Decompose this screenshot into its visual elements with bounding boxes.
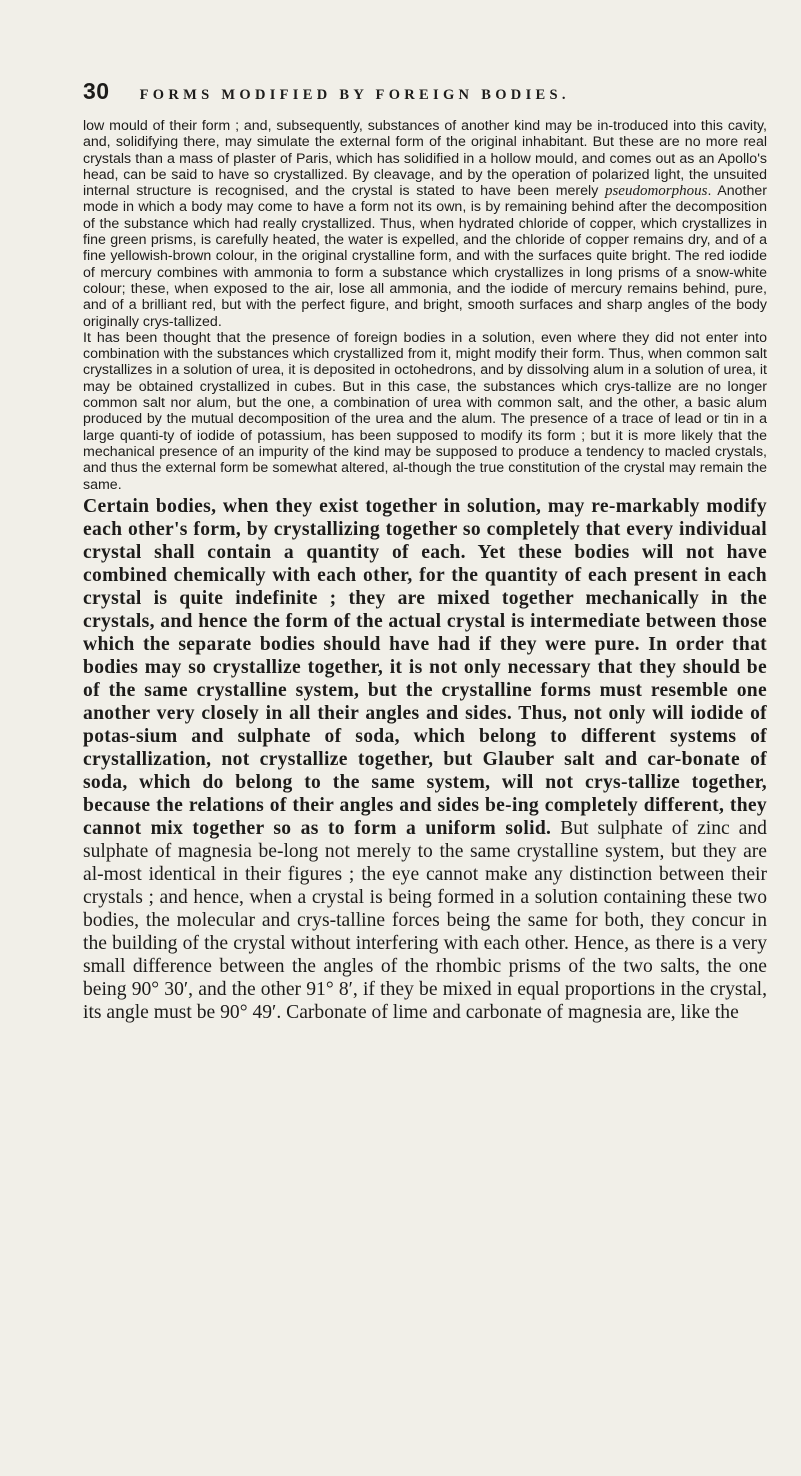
page-number: 30: [83, 78, 110, 104]
paragraph-text-continued: But sulphate of zinc and sulphate of magnesia be-long not merely to the same crystalline system, but they are al-most identical in their figures ; the eye cannot make any distinction between their crystals ; and hence, when a crystal is being formed in a solution containing these two bodies, the molecular and crys-talline forces being the same for both, they concur in the building of the crystal without interfering with each other. Hence, as there is a very small difference between the angles of the rhombic prisms of the two salts, the one being 90° 30′, and the other 91° 8′, if they be mixed in equal proportions in the crystal, its angle must be 90° 49′. Carbonate of lime and carbonate of magnesia are, like the: [83, 817, 767, 1023]
paragraph-text: . Another mode in which a body may come to have a form not its own, is by remaining behind after the decomposition of the substance which had really crystallized. Thus, when hydrated chloride of copper, which crystallizes in fine green prisms, is carefully heated, the water is expelled, and the chloride of copper remains dry, and of a fine yellowish-brown colour, in the original crystalline form, and with the surfaces quite bright. The red iodide of mercury combines with ammonia to form a substance which crystallizes in long prisms of a snow-white colour; these, when exposed to the air, lose all ammonia, and the iodide of mercury remains behind, pure, and of a brilliant red, but with the perfect figure, and bright, smooth surfaces and sharp angles of the body originally crys-tallized.: [83, 183, 767, 330]
paragraph-foreign-bodies: It has been thought that the presence of foreign bodies in a solution, even where they did not enter into combination with the substances which crystallized from it, might modify their form. Thus, when common salt crystallizes in a solution of urea, it is deposited in octohedrons, and by dissolving alum in a solution of urea, it may be obtained crystallized in cubes. But in this case, the substances which crys-tallize are no longer common salt nor alum, but the one, a combination of urea with common salt, and the other, a basic alum produced by the mutual decomposition of the urea and the alum. The presence of a trace of lead or tin in a large quanti-ty of iodide of potassium, has been supposed to modify its form ; but it is more likely that the mechanical presence of an impurity of the kind may be supposed to produce a tendency to macled crystals, and thus the external form be somewhat altered, al-though the true constitution of the crystal may remain the same.: [83, 329, 767, 493]
paragraph-pseudomorphs: [83, 118, 767, 330]
paragraph-text: low mould of their form ; and, subsequently, substances of another kind may be in-troduced into this cavity, and, solidifying there, may simulate the external form of the original inhabitant. But these are no more real crystals than a mass of plaster of Paris, which has solidified in a hollow mould, and comes out as an Apollo's head, can be said to have so crystallized. By cleavage, and by the operation of polarized light, the unsuited internal structure is recognised, and the crystal is stated to have been merely: [83, 118, 767, 200]
paragraph-mixed-crystals: Certain bodies, when they exist together in solution, may re-markably modify each other's form, by crystallizing together so completely that every individual crystal shall contain a quantity of each. Yet these bodies will not have combined chemically with each other, for the quantity of each present in each crystal is quite indefinite ; they are mixed together mechanically in the crystals, and hence the form of the actual crystal is intermediate between those which the separate bodies should have had if they were pure. In order that bodies may so crystallize together, it is not only necessary that they should be of the same crystalline system, but the crystalline forms must resemble one another very closely in all their angles and sides. Thus, not only will iodide of potas-sium and sulphate of soda, which belong to different systems of crystallization, not crystallize together, but Glauber salt and car-bonate of soda, which do belong to the same system, will not crys-tallize together, because the relations of their angles and sides be-ing completely different, they cannot mix together so as to form a uniform solid. But sulphate of zinc and sulphate of magnesia be-long not merely to the same crystalline system, but they are al-most identical in their figures ; the eye cannot make any distinction between their crystals ; and hence, when a crystal is being formed in a solution containing these two bodies, the molecular and crys-talline forces being the same for both, they concur in the building of the crystal without interfering with each other. Hence, as there is a very small difference between the angles of the rhombic prisms of the two salts, the one being 90° 30′, and the other 91° 8′, if they be mixed in equal proportions in the crystal, its angle must be 90° 49′. Carbonate of lime and carbonate of magnesia are, like the: [83, 495, 767, 1023]
page-header: [83, 78, 767, 112]
italic-term: pseudomorphous: [604, 183, 708, 200]
running-title: FORMS MODIFIED BY FOREIGN BODIES.: [139, 87, 570, 103]
